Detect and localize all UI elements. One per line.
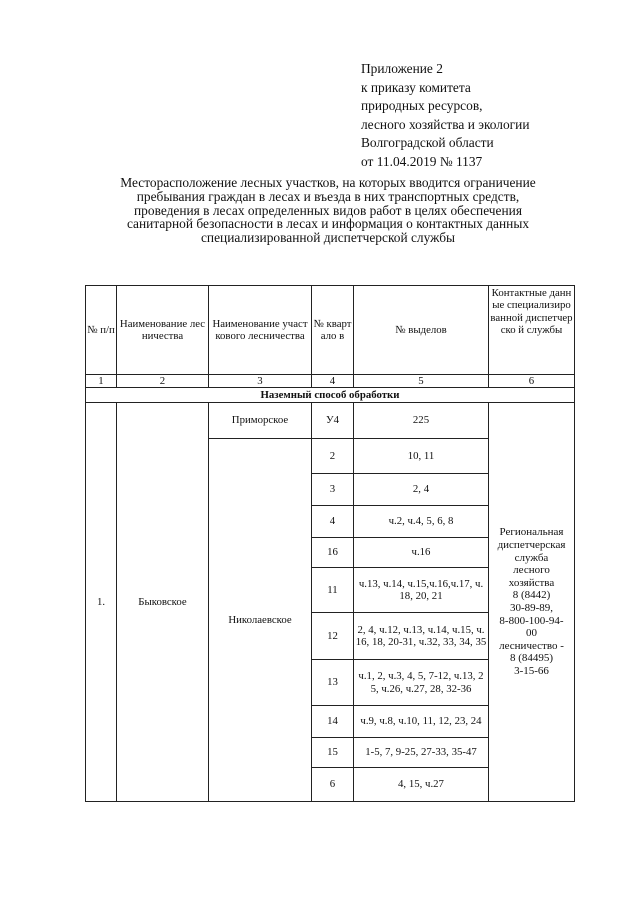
column-number: 4 (312, 375, 354, 388)
contact-line: лесного (513, 564, 550, 577)
contact-line: служба (514, 551, 549, 564)
sections-cell: 2, 4 (354, 474, 489, 506)
sections-cell: ч.1, 2, ч.3, 4, 5, 7-12, ч.13, 25, ч.26, ч.27, 28, 32-36 (354, 660, 489, 706)
header-cell-sections: № выделов (354, 286, 489, 375)
title-line: пребывания граждан в лесах и въезда в них транспортных средств, (136, 188, 520, 204)
header-cell-quarter: № квартало в (312, 286, 354, 375)
sections-cell: 1-5, 7, 9-25, 27-33, 35-47 (354, 738, 489, 768)
sections-cell: 10, 11 (354, 439, 489, 474)
title-line: санитарной безопасности в лесах и информация о контактных данных (126, 216, 530, 232)
contact-info-cell (489, 403, 575, 802)
appendix-line: природных ресурсов, (361, 98, 483, 113)
column-number: 1 (86, 375, 117, 388)
contact-line: хозяйства (508, 576, 555, 589)
header-cell-forestry: Наименование лесничества (117, 286, 209, 375)
quarter-cell: 6 (312, 768, 354, 802)
contact-line: диспетчерская (497, 539, 566, 552)
quarter-cell: 3 (312, 474, 354, 506)
column-number: 3 (209, 375, 312, 388)
contact-line: 8-800-100-94- (499, 614, 564, 627)
title-line: проведения в лесах определенных видов работ в целях обеспечения (134, 202, 522, 218)
sections-cell: ч.16 (354, 538, 489, 568)
sections-cell: ч.2, ч.4, 5, 6, 8 (354, 506, 489, 538)
column-number-row (86, 375, 575, 388)
treatment-method-heading: Наземный способ обработки (86, 388, 575, 403)
contact-line: 00 (526, 627, 537, 640)
header-row (86, 286, 575, 375)
quarter-cell: 11 (312, 568, 354, 613)
column-number: 6 (489, 375, 575, 388)
forest-sections-table (85, 285, 575, 802)
quarter-cell: 16 (312, 538, 354, 568)
contact-line: 30-89-89, (509, 602, 554, 614)
quarter-cell: 13 (312, 660, 354, 706)
header-cell-contacts: Контактные данные специализиро ванной диспетчерско й службы (489, 286, 575, 375)
column-number: 2 (117, 375, 209, 388)
header-cell-sub-forestry: Наименование участкового лесничества (209, 286, 312, 375)
contact-line: 3-15-66 (514, 664, 549, 677)
title-line: специализированной диспетчерской службы (200, 230, 456, 246)
appendix-line: лесного хозяйства и экологии (361, 116, 530, 132)
sections-cell: 4, 15, ч.27 (354, 768, 489, 802)
sections-cell: ч.9, ч.8, ч.10, 11, 12, 23, 24 (354, 706, 489, 738)
sections-cell: 2, 4, ч.12, ч.13, ч.14, ч.15, ч.16, 18, 20-31, ч.32, 33, 34, 35 (354, 613, 489, 660)
document-title (80, 176, 576, 245)
appendix-line: Приложение 2 (361, 61, 443, 76)
method-row (86, 388, 575, 403)
sub-forestry-cell: Приморское (209, 403, 312, 439)
appendix-line: Волгоградской области (361, 135, 494, 150)
sections-cell: 225 (354, 403, 489, 439)
quarter-cell: 14 (312, 706, 354, 738)
sub-forestry-cell: Николаевское (209, 439, 312, 802)
quarter-cell: 15 (312, 738, 354, 768)
sections-cell: ч.13, ч.14, ч.15,ч.16,ч.17, ч. 18, 20, 21 (354, 568, 489, 613)
quarter-cell: У4 (312, 403, 354, 439)
table-row (86, 403, 575, 439)
contact-line: 8 (84495) (509, 652, 554, 665)
header-cell-number: № п/п (86, 286, 117, 375)
row-number-cell: 1. (86, 403, 117, 802)
appendix-line: к приказу комитета (361, 79, 471, 95)
quarter-cell: 4 (312, 506, 354, 538)
contact-line: Региональная (499, 526, 564, 539)
contact-line: 8 (8442) (512, 589, 551, 602)
title-line: Месторасположение лесных участков, на которых вводится ограничение (120, 175, 536, 190)
appendix-line: от 11.04.2019 № 1137 (361, 153, 483, 169)
appendix-block (361, 60, 530, 171)
quarter-cell: 2 (312, 439, 354, 474)
contact-line: лесничество - (499, 639, 564, 652)
quarter-cell: 12 (312, 613, 354, 660)
forestry-cell: Быковское (117, 403, 209, 802)
column-number: 5 (354, 375, 489, 388)
